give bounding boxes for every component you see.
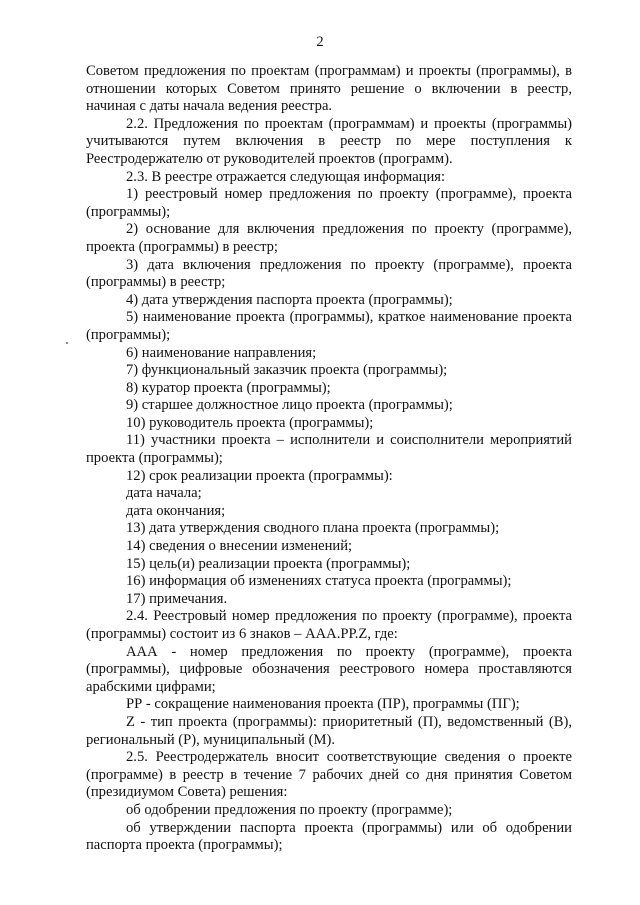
paragraph: Советом предложения по проектам (программам) и проекты (программы), в отношении которых Советом принято решение о включении в реестр, начиная с даты начала ведения реестра. — [86, 63, 572, 115]
paragraph: 5) наименование проекта (программы), краткое наименование проекта (программы); — [86, 309, 572, 343]
paragraph: дата начала; — [126, 485, 202, 502]
paragraph: 17) примечания. — [126, 590, 228, 607]
paragraph: 2.3. В реестре отражается следующая информация: — [126, 168, 446, 185]
paragraph: 14) сведения о внесении изменений; — [126, 538, 353, 555]
paragraph: 13) дата утверждения сводного плана проекта (программы); — [126, 520, 500, 537]
paragraph: 2.5. Реестродержатель вносит соответствующие сведения о проекте (программе) в реестр в течение 7 рабочих дней со дня принятия Советом (президиумом Совета) решения: — [86, 749, 572, 801]
paragraph: 2.4. Реестровый номер предложения по проекту (программе), проекта (программы) состоит из 6 знаков – ААА.РР.Z, где: — [86, 608, 572, 642]
paragraph: ААА - номер предложения по проекту (программе), проекта (программы), цифровые обозначения реестрового номера проставляются арабскими цифрами; — [86, 643, 572, 695]
document-body — [86, 63, 572, 855]
paragraph: 16) информация об изменениях статуса проекта (программы); — [126, 573, 512, 590]
paragraph: 2.2. Предложения по проектам (программам) и проекты (программы) учитываются путем включения в реестр по мере поступления к Реестродержателю от руководителей проектов (программ). — [86, 115, 572, 167]
paragraph: 3) дата включения предложения по проекту (программе), проекта (программы) в реестр; — [86, 256, 572, 291]
paragraph: 1) реестровый номер предложения по проекту (программе), проекта (программы); — [86, 186, 572, 220]
paragraph: Z - тип проекта (программы): приоритетный (П), ведомственный (В), региональный (Р), муниципальный (М). — [86, 713, 572, 748]
paragraph: 7) функциональный заказчик проекта (программы); — [126, 362, 448, 379]
page-number: 2 — [316, 34, 324, 50]
paragraph: 12) срок реализации проекта (программы): — [126, 467, 393, 484]
paragraph: 10) руководитель проекта (программы); — [126, 414, 374, 431]
scan-speck — [66, 342, 68, 344]
paragraph: 11) участники проекта – исполнители и соисполнители мероприятий проекта (программы); — [86, 432, 572, 467]
paragraph: 2) основание для включения предложения по проекту (программе), проекта (программы) в реестр; — [86, 221, 572, 255]
paragraph: РР - сокращение наименования проекта (ПР), программы (ПГ); — [126, 696, 520, 713]
paragraph: об утверждении паспорта проекта (программы) или об одобрении паспорта проекта (программы); — [86, 819, 572, 854]
paragraph: дата окончания; — [126, 502, 226, 519]
paragraph: 6) наименование направления; — [126, 344, 317, 361]
paragraph: 4) дата утверждения паспорта проекта (программы); — [126, 291, 453, 308]
paragraph: 9) старшее должностное лицо проекта (программы); — [126, 397, 453, 414]
paragraph: об одобрении предложения по проекту (программе); — [126, 801, 453, 818]
paragraph: 8) куратор проекта (программы); — [126, 379, 331, 396]
paragraph: 15) цель(и) реализации проекта (программы); — [126, 555, 411, 572]
